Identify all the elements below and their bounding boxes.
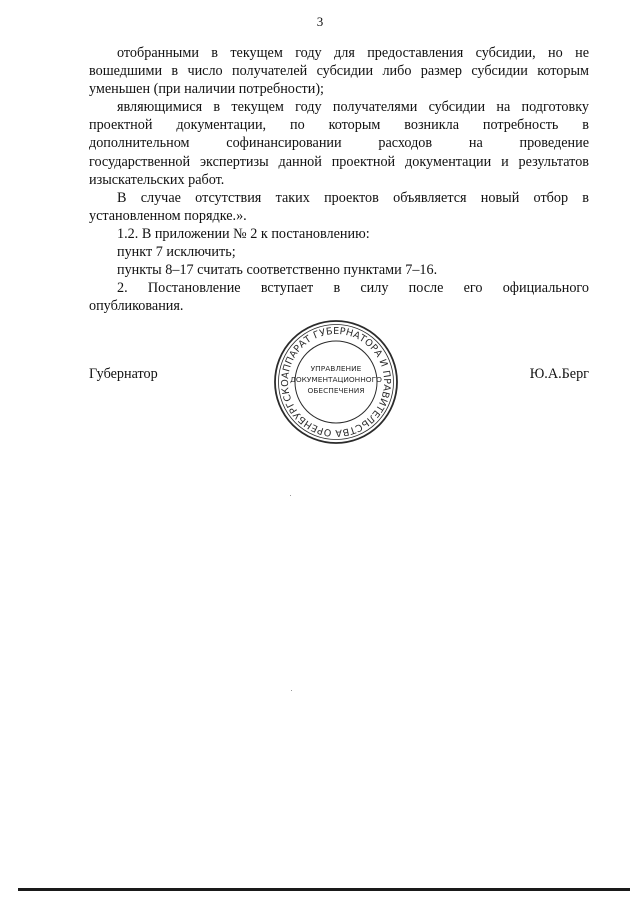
paragraph-line: 2. Постановление вступает в силу после его официального xyxy=(117,280,589,297)
paragraph-line: являющимися в текущем году получателями субсидии на подготовку xyxy=(117,99,589,116)
seal-graphic xyxy=(272,318,400,446)
signer-title: Губернатор xyxy=(89,366,158,382)
paragraph-line: отобранными в текущем году для предоставления субсидии, но не xyxy=(117,45,589,61)
paragraph-line: уменьшен (при наличии потребности); xyxy=(89,81,324,98)
paragraph-line: вошедшими в число получателей субсидии либо размер субсидии которым xyxy=(89,63,589,80)
paragraph-line: дополнительном софинансировании расходов на проведение xyxy=(89,135,589,152)
paragraph-line: пункты 8–17 считать соответственно пунктами 7–16. xyxy=(117,262,438,279)
scan-speck xyxy=(291,690,292,691)
paragraph-line: пункт 7 исключить; xyxy=(117,244,236,261)
paragraph-line: 1.2. В приложении № 2 к постановлению: xyxy=(117,225,370,242)
scan-speck xyxy=(290,495,291,496)
paragraph-line: опубликования. xyxy=(89,298,184,315)
paragraph-line: проектной документации, по которым возникла потребность в xyxy=(89,117,589,134)
svg-text:УПРАВЛЕНИЕ: УПРАВЛЕНИЕ xyxy=(310,364,362,373)
official-seal-stamp xyxy=(272,318,400,446)
page-number: 3 xyxy=(316,14,324,29)
svg-text:ОБЕСПЕЧЕНИЯ: ОБЕСПЕЧЕНИЯ xyxy=(307,386,365,395)
document-body xyxy=(89,44,589,315)
svg-text:АППАРАТ ГУБЕРНАТОРА И ПРАВИТЕЛ: АППАРАТ ГУБЕРНАТОРА И ПРАВИТЕЛЬСТВА ОРЕНБУРГСКО xyxy=(279,325,393,439)
svg-text:ДОКУМЕНТАЦИОННОГО: ДОКУМЕНТАЦИОННОГО xyxy=(290,375,382,384)
paragraph-line: установленном порядке.». xyxy=(89,207,247,224)
bottom-rule xyxy=(18,888,630,891)
paragraph-line: В случае отсутствия таких проектов объявляется новый отбор в xyxy=(117,189,589,206)
signer-name: Ю.А.Берг xyxy=(529,366,589,382)
paragraph-line: государственной экспертизы данной проектной документации и результатов xyxy=(89,153,589,170)
paragraph-line: изыскательских работ. xyxy=(89,171,225,188)
